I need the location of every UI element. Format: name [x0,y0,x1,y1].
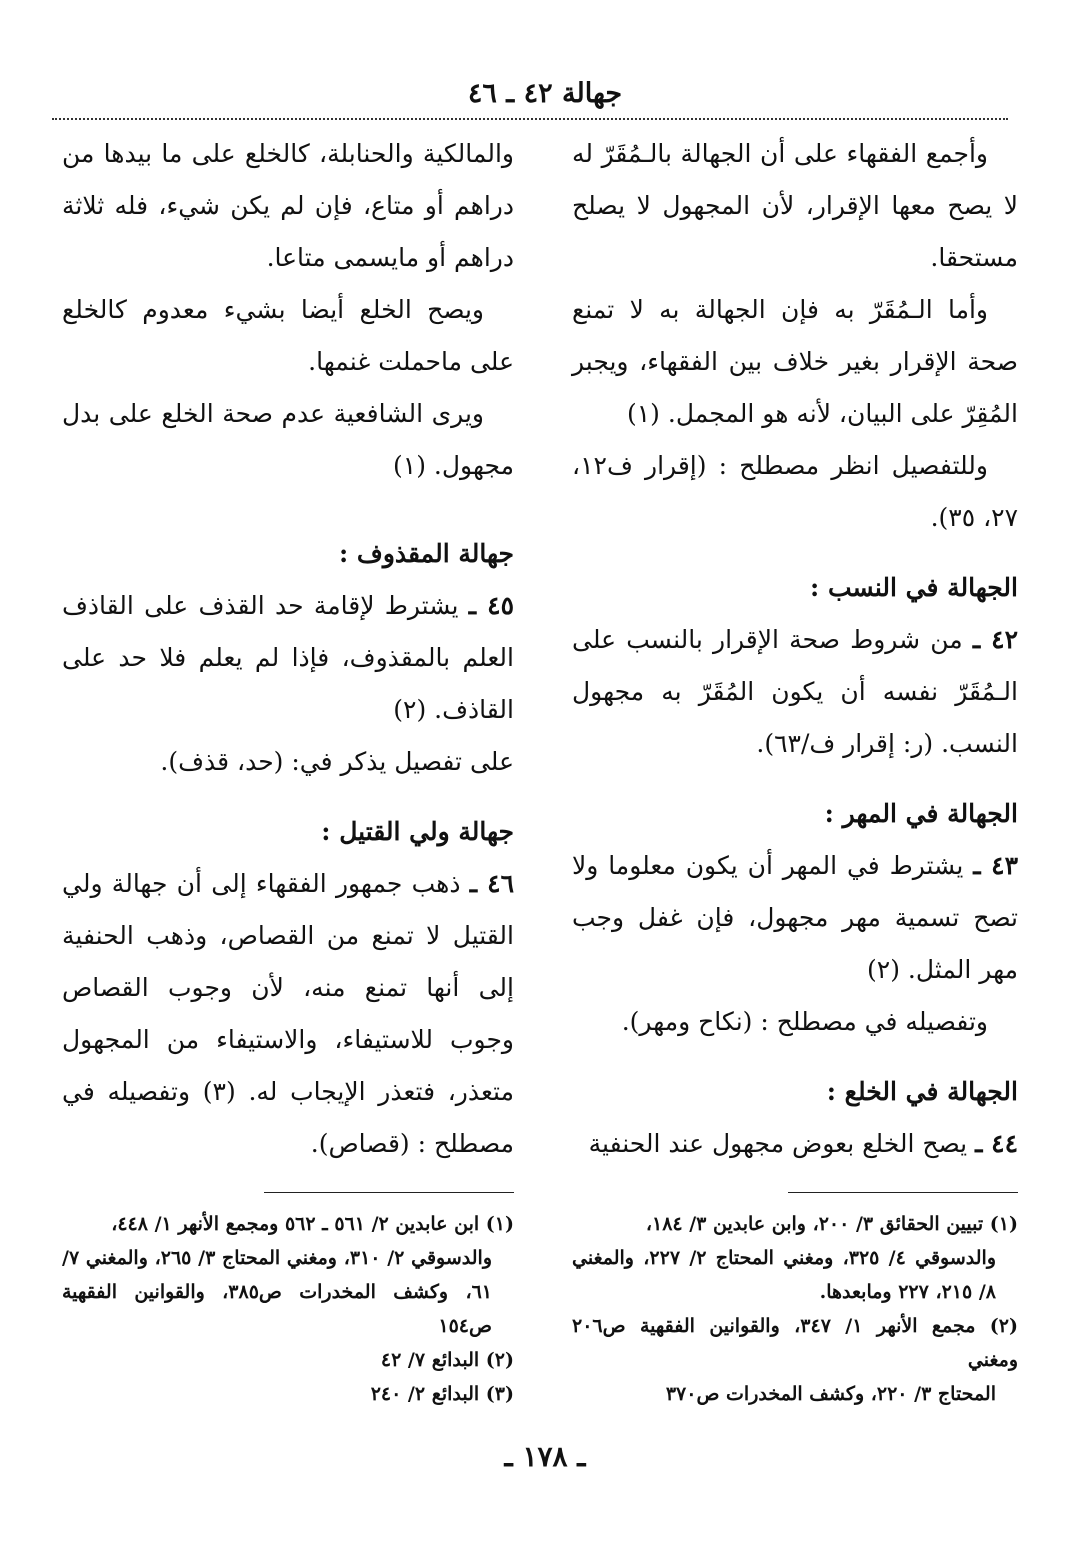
paragraph-number: ٤٥ ـ [468,591,515,620]
paragraph: وتفصيله في مصطلح : (نكاح ومهر). [621,1007,988,1036]
left-column [62,128,514,1411]
section-heading: جهالة المقذوف : [338,539,514,568]
paragraph-46: ٤٦ ـ ذهب جمهور الفقهاء إلى أن جهالة ولي القتيل لا تمنع من القصاص، وذهب الحنفية إلى أنها تمنع منه، لأن وجوب القصاص وجوب للاستيفاء، والاستيفاء من المجهول متعذر، فتعذر الإيجاب له. (٣) وتفصيله في مصطلح : (قصاص). [62,869,514,1158]
paragraph-45: ٤٥ ـ يشترط لإقامة حد القذف على القاذف العلم بالمقذوف، فإذا لم يعلم فلا حد على القاذف. (٢) [62,591,515,724]
footnote: (١) ابن عابدين ٢/ ٥٦١ ـ ٥٦٢ ومجمع الأنهر ١/ ٤٤٨، والدسوقي ٢/ ٣١٠، ومغني المحتاج ٣/ ٢٦٥، والمغني ٧/ ٦١، وكشف المخدرات ص٣٨٥، والقوانين الفقهية ص١٥٤ [62,1213,514,1337]
paragraph-44: ٤٤ ـ يصح الخلع بعوض مجهول عند الحنفية [588,1129,1018,1158]
right-column [572,128,1018,1411]
footnote: (١) تبيين الحقائق ٣/ ٢٠٠، وابن عابدين ٣/ ١٨٤، والدسوقي ٤/ ٣٢٥، ومغني المحتاج ٢/ ٢٢٧، والمغني ٨/ ٢١٥، ٢٢٧ ومابعدها. [572,1213,1018,1303]
header-dotted-divider [52,118,1008,120]
section-heading: الجهالة في النسب : [810,573,1018,602]
paragraph: وأما الـمُقَرّ به فإن الجهالة به لا تمنع صحة الإقرار بغير خلاف بين الفقهاء، ويجبر المُقِرّ على البيان، لأنه هو المجمل. (١) [572,295,1018,428]
paragraph-number: ٤٤ ـ [975,1129,1018,1158]
paragraph-number: ٤٢ ـ [972,625,1019,654]
footnote-separator [788,1192,1018,1193]
paragraph: على تفصيل يذكر في: (حد، قذف). [160,747,514,776]
paragraph: ويرى الشافعية عدم صحة الخلع على بدل مجهول. (١) [62,399,514,480]
section-heading: جهالة ولي القتيل : [321,817,514,846]
paragraph: وللتفصيل انظر مصطلح : (إقرار ف١٢، ٢٧، ٣٥). [572,451,1018,532]
footnote: (٣) البدائع ٢/ ٢٤٠ [370,1383,514,1405]
paragraph-number: ٤٣ ـ [973,851,1018,880]
page-number: ـ ١٧٨ ـ [504,1440,586,1473]
footnote: (٢) البدائع ٧/ ٤٢ [380,1349,514,1371]
page-header: جهالة ٤٢ ـ ٤٦ [467,78,623,109]
footnote-separator [264,1192,514,1193]
paragraph-43: ٤٣ ـ يشترط في المهر أن يكون معلوما ولا تصح تسمية مهر مجهول، فإن غفل وجب مهر المثل. (٢) [572,851,1018,984]
paragraph: وأجمع الفقهاء على أن الجهالة بالـمُقَرّ له لا يصح معها الإقرار، لأن المجهول لا يصلح مستحقا. [572,139,1018,272]
paragraph-number: ٤٦ ـ [469,869,514,898]
paragraph: ويصح الخلع أيضا بشيء معدوم كالخلع على ماحملت غنمها. [62,295,514,376]
section-heading: الجهالة في الخلع : [826,1077,1018,1106]
section-heading: الجهالة في المهر : [824,799,1018,828]
paragraph-42: ٤٢ ـ من شروط صحة الإقرار بالنسب على الـمُقَرّ نفسه أن يكون المُقَرّ به مجهول النسب. (ر: إقرار ف/٦٣). [572,625,1019,758]
paragraph: والمالكية والحنابلة، كالخلع على ما بيدها من دراهم أو متاع، فإن لم يكن شيء، فله ثلاثة دراهم أو مايسمى متاعا. [62,139,514,272]
footnote: (٢) مجمع الأنهر ١/ ٣٤٧، والقوانين الفقهية ص٢٠٦ ومغني المحتاج ٣/ ٢٢٠، وكشف المخدرات ص٣٧٠ [572,1315,1018,1405]
